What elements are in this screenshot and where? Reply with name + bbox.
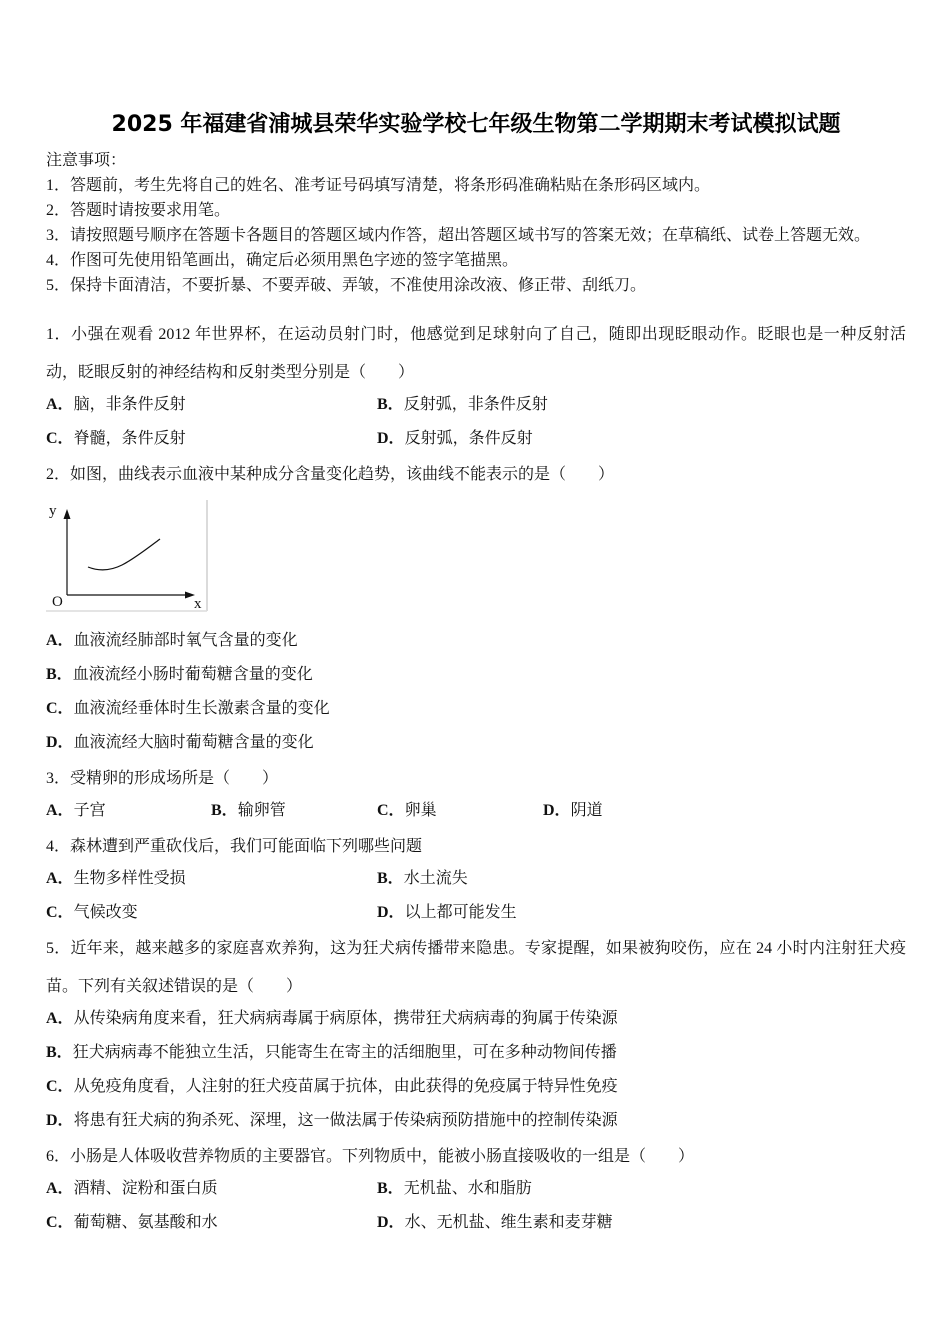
option-text: 血液流经垂体时生长激素含量的变化 <box>73 700 330 717</box>
question-4 <box>46 828 906 930</box>
question-number: 2． <box>46 466 71 483</box>
option-label: D． <box>46 1112 74 1129</box>
notice-heading: 注意事项： <box>46 152 127 169</box>
y-axis-arrow <box>64 509 71 519</box>
option-b <box>377 1172 906 1206</box>
question-2 <box>46 456 906 760</box>
option-text: 脊髓，条件反射 <box>73 430 186 447</box>
option-text: 狂犬病病毒不能独立生活，只能寄生在寄主的活细胞里，可在多种动物间传播 <box>72 1044 617 1061</box>
question-options <box>46 862 906 930</box>
option-a <box>46 794 211 828</box>
question-number: 6． <box>46 1148 71 1165</box>
figure-curve <box>88 539 160 570</box>
option-label: B． <box>46 1044 73 1061</box>
option-label: B． <box>211 802 238 819</box>
question-stem <box>46 1138 906 1176</box>
option-c <box>46 422 377 456</box>
option-label: D． <box>377 1214 405 1231</box>
option-a <box>46 1002 906 1036</box>
option-text: 无机盐、水和脂肪 <box>403 1180 532 1197</box>
question-number: 1． <box>46 326 72 343</box>
option-label: B． <box>377 396 404 413</box>
option-label: A． <box>46 802 74 819</box>
option-label: D． <box>377 904 405 921</box>
option-text: 反射弧，条件反射 <box>404 430 533 447</box>
option-label: D． <box>543 802 571 819</box>
option-a <box>46 862 377 896</box>
option-a <box>46 624 906 658</box>
notice-item: 1．答题前，考生先将自己的姓名、准考证号码填写清楚，将条形码准确粘贴在条形码区域内。 <box>46 177 711 194</box>
x-axis-label: x <box>194 596 202 612</box>
question-stem <box>46 760 906 798</box>
option-c <box>46 1206 377 1240</box>
notice-section <box>46 148 906 298</box>
notice-item: 3．请按照题号顺序在答题卡各题目的答题区域内作答，超出答题区域书写的答案无效；在草稿纸、试卷上答题无效。 <box>46 227 871 244</box>
question-text: 如图，曲线表示血液中某种成分含量变化趋势，该曲线不能表示的是（ ） <box>70 466 615 483</box>
option-a <box>46 1172 377 1206</box>
option-b <box>211 794 377 828</box>
option-text: 子宫 <box>73 802 106 819</box>
option-label: A． <box>46 1010 74 1027</box>
option-label: C． <box>46 1078 74 1095</box>
question-text: 近年来，越来越多的家庭喜欢养狗，这为狂犬病传播带来隐患。专家提醒，如果被狗咬伤，应在 24 小时内注射狂犬疫苗。下列有关叙述错误的是（ ） <box>46 940 906 995</box>
option-label: D． <box>377 430 405 447</box>
option-b <box>46 1036 906 1070</box>
question-options <box>46 1002 906 1138</box>
option-text: 脑，非条件反射 <box>73 396 186 413</box>
option-d <box>46 726 906 760</box>
option-text: 水土流失 <box>403 870 468 887</box>
question-number: 5． <box>46 940 71 957</box>
option-text: 血液流经肺部时氧气含量的变化 <box>73 632 298 649</box>
option-text: 反射弧，非条件反射 <box>403 396 548 413</box>
question-stem <box>46 316 906 392</box>
option-label: A． <box>46 632 74 649</box>
question-options <box>46 1172 906 1240</box>
option-text: 阴道 <box>570 802 603 819</box>
curve-figure <box>46 500 208 612</box>
question-stem <box>46 930 906 1006</box>
option-text: 气候改变 <box>73 904 138 921</box>
option-d <box>377 422 906 456</box>
option-b <box>46 658 906 692</box>
option-b <box>377 388 906 422</box>
notice-item: 4．作图可先使用铅笔画出，确定后必须用黑色字迹的签字笔描黑。 <box>46 252 519 269</box>
question-1 <box>46 316 906 456</box>
option-label: C． <box>46 430 74 447</box>
y-axis-label: y <box>49 503 57 519</box>
option-text: 从免疫角度看，人注射的狂犬疫苗属于抗体，由此获得的免疫属于特异性免疫 <box>73 1078 618 1095</box>
question-options <box>46 388 906 456</box>
option-a <box>46 388 377 422</box>
exam-title: 2025 年福建省浦城县荣华实验学校七年级生物第二学期期末考试模拟试题 <box>111 112 841 137</box>
question-options <box>46 624 906 760</box>
question-text: 小强在观看 2012 年世界杯，在运动员射门时，他感觉到足球射向了自己，随即出现眨眼动作。眨眼也是一种反射活动，眨眼反射的神经结构和反射类型分别是（ ） <box>46 326 906 381</box>
option-c <box>46 1070 906 1104</box>
question-stem <box>46 828 906 866</box>
option-c <box>46 692 906 726</box>
option-label: C． <box>46 904 74 921</box>
option-text: 从传染病角度来看，狂犬病病毒属于病原体，携带狂犬病病毒的狗属于传染源 <box>73 1010 618 1027</box>
question-number: 4． <box>46 838 71 855</box>
question-options <box>46 794 906 828</box>
option-d <box>377 896 906 930</box>
option-b <box>377 862 906 896</box>
option-label: A． <box>46 870 74 887</box>
question-3 <box>46 760 906 828</box>
option-label: A． <box>46 396 74 413</box>
curve-figure-svg <box>46 500 208 612</box>
option-label: B． <box>46 666 73 683</box>
option-d <box>46 1104 906 1138</box>
option-text: 以上都可能发生 <box>404 904 517 921</box>
option-text: 血液流经大脑时葡萄糖含量的变化 <box>73 734 314 751</box>
option-text: 生物多样性受损 <box>73 870 186 887</box>
option-label: D． <box>46 734 74 751</box>
notice-item: 5．保持卡面清洁，不要折暴、不要弄破、弄皱，不准使用涂改液、修正带、刮纸刀。 <box>46 277 647 294</box>
option-text: 输卵管 <box>237 802 286 819</box>
option-label: A． <box>46 1180 74 1197</box>
question-text: 森林遭到严重砍伐后，我们可能面临下列哪些问题 <box>70 838 423 855</box>
option-c <box>377 794 543 828</box>
option-text: 葡萄糖、氨基酸和水 <box>73 1214 218 1231</box>
option-d <box>377 1206 906 1240</box>
option-text: 水、无机盐、维生素和麦芽糖 <box>404 1214 613 1231</box>
question-number: 3． <box>46 770 71 787</box>
question-6 <box>46 1138 906 1240</box>
option-label: B． <box>377 1180 404 1197</box>
question-text: 小肠是人体吸收营养物质的主要器官。下列物质中，能被小肠直接吸收的一组是（ ） <box>70 1148 695 1165</box>
option-label: B． <box>377 870 404 887</box>
question-stem <box>46 456 906 494</box>
option-c <box>46 896 377 930</box>
option-label: C． <box>377 802 405 819</box>
question-text: 受精卵的形成场所是（ ） <box>70 770 279 787</box>
option-text: 卵巢 <box>404 802 437 819</box>
option-text: 将患有狂犬病的狗杀死、深埋，这一做法属于传染病预防措施中的控制传染源 <box>73 1112 618 1129</box>
notice-item: 2．答题时请按要求用笔。 <box>46 202 231 219</box>
option-label: C． <box>46 700 74 717</box>
option-text: 血液流经小肠时葡萄糖含量的变化 <box>72 666 313 683</box>
origin-label: O <box>52 594 63 610</box>
option-d <box>543 794 906 828</box>
option-text: 酒精、淀粉和蛋白质 <box>73 1180 218 1197</box>
question-5 <box>46 930 906 1138</box>
option-label: C． <box>46 1214 74 1231</box>
